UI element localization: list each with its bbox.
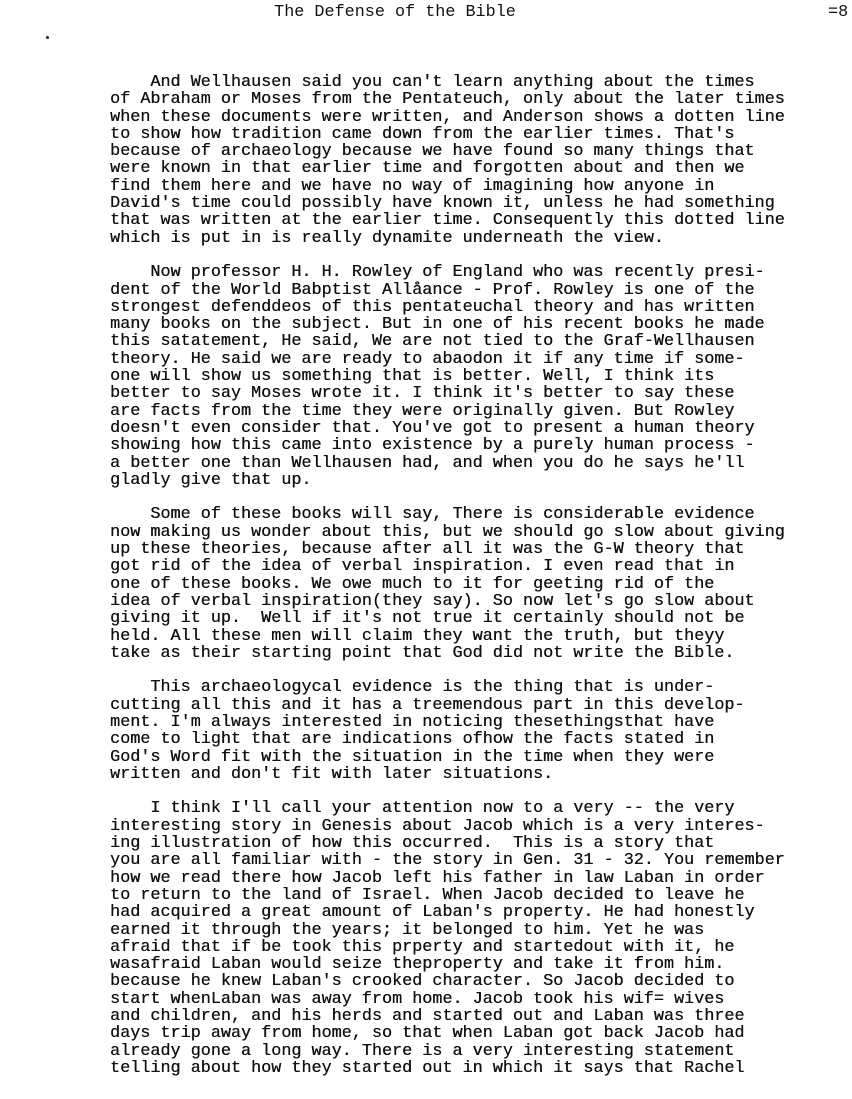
bleed-through-text <box>0 22 790 36</box>
text-line: held. All these men will claim they want the truth, but theyy <box>110 626 725 646</box>
text-line: Some of these books will say, There is considerable evidence <box>110 505 755 525</box>
text-line: idea of verbal inspiration(they say). So now let's go slow about <box>110 591 755 611</box>
text-line: you are all familiar with - the story in Gen. 31 - 32. You remember <box>110 851 785 871</box>
text-line: afraid that if be took this prperty and startedout with it, he <box>110 937 735 957</box>
text-line: to return to the land of Israel. When Jacob decided to leave he <box>110 885 745 905</box>
text-line: a better one than Wellhausen had, and when you do he says he'll <box>110 453 745 473</box>
text-line: up these theories, because after all it was the G-W theory that <box>110 540 745 560</box>
paragraph <box>110 506 785 662</box>
text-line: telling about how they started out in which it says that Rachel <box>110 1058 745 1078</box>
paragraph <box>110 264 785 489</box>
text-line: were known in that earlier time and forgotten about and then we <box>110 159 745 179</box>
text-line: theory. He said we are ready to abaodon it if any time if some- <box>110 349 745 369</box>
page-number: =8 <box>828 3 849 22</box>
text-line: days trip away from home, so that when Laban got back Jacob had <box>110 1024 745 1044</box>
speck <box>46 36 49 39</box>
text-line: doesn't even consider that. You've got to present a human theory <box>110 418 755 438</box>
text-line: start whenLaban was away from home. Jacob took his wif= wives <box>110 989 725 1009</box>
text-line: showing how this came into existence by a purely human process - <box>110 436 755 456</box>
text-line: this satatement, He said, We are not tied to the Graf-Wellhausen <box>110 332 755 352</box>
text-line: gladly give that up. <box>110 470 312 490</box>
text-line: come to light that are indications ofhow the facts stated in <box>110 730 715 750</box>
text-line: better to say Moses wrote it. I think it's better to say these <box>110 384 735 404</box>
text-line: already gone a long way. There is a very interesting statement <box>110 1041 735 1061</box>
text-line: ment. I'm always interested in noticing thesethingsthat have <box>110 712 715 732</box>
text-line: got rid of the idea of verbal inspiration. I even read that in <box>110 557 735 577</box>
text-line: one of these books. We owe much to it for geeting rid of the <box>110 574 715 594</box>
paragraph <box>110 800 785 1077</box>
text-line: ing illustration of how this occurred. This is a story that <box>110 834 715 854</box>
paragraph <box>110 679 785 783</box>
text-line: when these documents were written, and Anderson shows a dotten line <box>110 107 785 127</box>
paragraph <box>110 74 785 247</box>
text-line: cutting all this and it has a treemendous part in this develop- <box>110 695 745 715</box>
page-title: The Defense of the Bible <box>274 3 516 22</box>
text-line: giving it up. Well if it's not true it certainly should not be <box>110 609 745 629</box>
text-line: and children, and his herds and started out and Laban was three <box>110 1007 745 1027</box>
text-line: of Abraham or Moses from the Pentateuch, only about the later times <box>110 90 785 110</box>
text-line: how we read there how Jacob left his father in law Laban in order <box>110 868 765 888</box>
text-line: God's Word fit with the situation in the time when they were <box>110 747 715 767</box>
text-line: David's time could possibly have known it, unless he had something <box>110 194 775 214</box>
text-line: because of archaeology because we have found so many things that <box>110 142 755 162</box>
text-line: because he knew Laban's crooked character. So Jacob decided to <box>110 972 735 992</box>
text-line: many books on the subject. But in one of his recent books he made <box>110 315 765 335</box>
text-line: that was written at the earlier time. Consequently this dotted line <box>110 211 785 231</box>
text-line: dent of the World Babptist Allåance - Prof. Rowley is one of the <box>110 280 755 300</box>
text-line: wasafraid Laban would seize theproperty and take it from him. <box>110 955 725 975</box>
text-line: written and don't fit with later situations. <box>110 764 554 784</box>
text-line: are facts from the time they were originally given. But Rowley <box>110 401 735 421</box>
text-line: And Wellhausen said you can't learn anything about the times <box>110 73 755 92</box>
text-line: I think I'll call your attention now to a very -- the very <box>110 799 735 819</box>
text-line: earned it through the years; it belonged to him. Yet he was <box>110 920 705 940</box>
text-line: which is put in is really dynamite underneath the view. <box>110 228 664 248</box>
text-line: Now professor H. H. Rowley of England who was recently presi- <box>110 263 765 283</box>
text-line: to show how tradition came down from the earlier times. That's <box>110 124 735 144</box>
document-body <box>110 74 785 1095</box>
text-line: now making us wonder about this, but we should go slow about giving <box>110 522 785 542</box>
text-line: strongest defenddeos of this pentateuchal theory and has written <box>110 297 755 317</box>
text-line: This archaeologycal evidence is the thing that is under- <box>110 678 715 698</box>
text-line: find them here and we have no way of imagining how anyone in <box>110 176 715 196</box>
text-line: take as their starting point that God did not write the Bible. <box>110 643 735 663</box>
text-line: one will show us something that is better. Well, I think its <box>110 367 715 387</box>
text-line: interesting story in Genesis about Jacob which is a very interes- <box>110 816 765 836</box>
text-line: had acquired a great amount of Laban's property. He had honestly <box>110 903 755 923</box>
